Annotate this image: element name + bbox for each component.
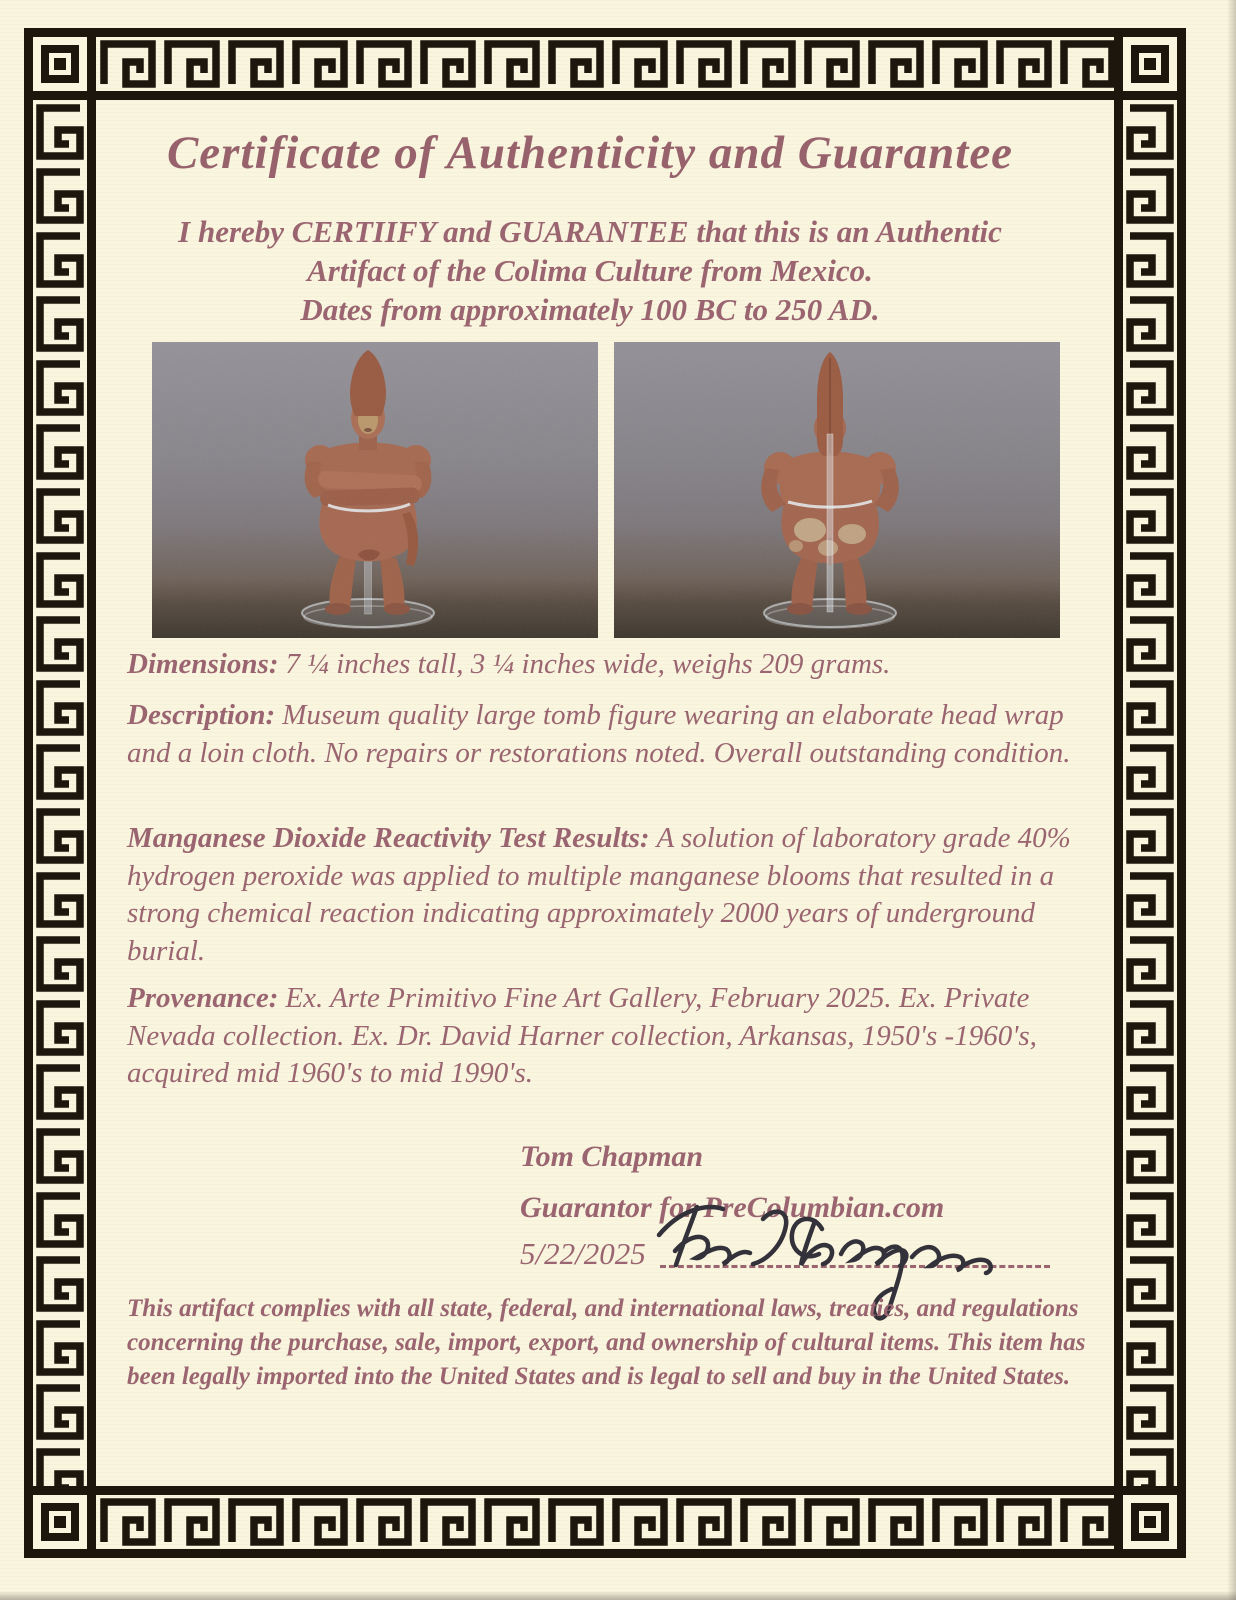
signature-date: 5/22/2025 <box>520 1236 646 1271</box>
signer-role: Guarantor for PreColumbian.com <box>520 1191 945 1224</box>
artifact-photos <box>152 342 1060 638</box>
section-label: Manganese Dioxide Reactivity Test Results: <box>127 822 650 854</box>
signer-name: Tom Chapman <box>520 1140 704 1173</box>
statement-line: I hereby CERTIIFY and GUARANTEE that this is an Authentic <box>178 214 1002 249</box>
certification-statement <box>70 212 1110 329</box>
section-manganese-test <box>127 820 1092 970</box>
section-text: Ex. Arte Primitivo Fine Art Gallery, February 2025. Ex. Private Nevada collection. Ex. Dr. David Harner collection, Arkansas, 1950's -1960's, acquired mid 1960's to mid 1990's. <box>127 982 1037 1089</box>
scan-edge-shadow-right <box>1227 0 1236 1600</box>
section-label: Provenance: <box>127 982 279 1014</box>
section-text: A solution of laboratory grade 40% hydrogen peroxide was applied to multiple manganese blooms that resulted in a strong chemical reaction indicating approximately 2000 years of underground burial. <box>127 822 1071 967</box>
legal-line: been legally imported into the United States and is legal to sell and buy in the United States. <box>127 1363 1071 1390</box>
scan-edge-shadow-bottom <box>0 1591 1236 1600</box>
artifact-photo-back <box>614 342 1060 638</box>
section-label: Dimensions: <box>127 648 279 680</box>
legal-line: concerning the purchase, sale, import, export, and ownership of cultural items. This item has <box>127 1329 1086 1356</box>
section-provenance <box>127 980 1092 1093</box>
certificate-title: Certificate of Authenticity and Guarantee <box>166 127 1014 179</box>
artifact-photo-front <box>152 342 598 638</box>
section-text: Museum quality large tomb figure wearing an elaborate head wrap and a loin cloth. No repairs or restorations noted. Overall outstanding condition. <box>127 699 1071 769</box>
section-description <box>127 697 1092 772</box>
statement-line: Artifact of the Colima Culture from Mexico. <box>307 253 873 288</box>
legal-line: This artifact complies with all state, federal, and international laws, treaties, and regulations <box>127 1295 1079 1322</box>
section-label: Description: <box>127 699 276 731</box>
section-text: 7 ¼ inches tall, 3 ¼ inches wide, weighs 209 grams. <box>285 648 891 680</box>
statement-line: Dates from approximately 100 BC to 250 AD. <box>300 292 880 327</box>
legal-notice <box>127 1292 1085 1394</box>
section-dimensions <box>127 646 1092 684</box>
